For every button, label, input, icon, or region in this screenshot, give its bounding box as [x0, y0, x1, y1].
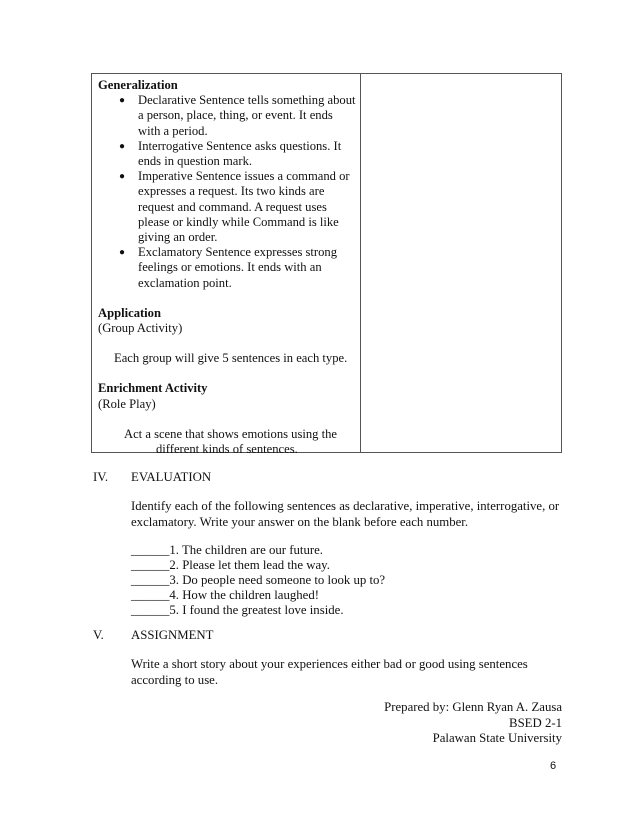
bullet-line: Interrogative Sentence asks questions. It — [138, 138, 342, 153]
bullet-line: ends in question mark. — [138, 154, 253, 169]
enrichment-text-line: different kinds of sentences. — [156, 442, 298, 457]
bullet-line: expresses a request. Its two kinds are — [138, 184, 325, 199]
bullet-line: giving an order. — [138, 230, 218, 245]
bullet-line: Imperative Sentence issues a command or — [138, 169, 350, 184]
bullet-line: Exclamatory Sentence expresses strong — [138, 245, 337, 260]
enrichment-heading: Enrichment Activity — [98, 381, 208, 396]
instruction-line: exclamatory. Write your answer on the blank before each number. — [131, 514, 469, 529]
signature-block — [384, 700, 562, 747]
university-name: Palawan State University — [432, 731, 562, 745]
application-text: Each group will give 5 sentences in each type. — [114, 351, 348, 366]
bullet-icon: ● — [119, 171, 126, 183]
evaluation-items — [131, 543, 561, 618]
bullet-item — [98, 245, 356, 291]
assignment-line: according to use. — [131, 672, 219, 687]
lesson-cell — [98, 78, 356, 457]
lesson-table — [91, 73, 562, 457]
bullet-icon: ● — [119, 140, 126, 152]
prepared-by: Prepared by: Glenn Ryan A. Zausa — [384, 700, 562, 714]
evaluation-item: ______2. Please let them lead the way. — [131, 558, 330, 572]
assignment-line: Write a short story about your experiences either bad or good using sentences — [131, 657, 528, 671]
generalization-list — [98, 93, 356, 291]
bullet-line: a person, place, thing, or event. It ends — [138, 108, 333, 123]
bullet-icon: ● — [119, 247, 126, 259]
bullet-line: exclamation point. — [138, 275, 232, 290]
application-subheading: (Group Activity) — [98, 321, 183, 336]
evaluation-item: ______3. Do people need someone to look up to? — [131, 573, 386, 587]
bullet-line: request and command. A request uses — [138, 199, 327, 214]
course-section: BSED 2-1 — [509, 715, 562, 730]
page-number: 6 — [550, 760, 557, 772]
bullet-item — [98, 93, 356, 139]
bullet-item — [98, 169, 356, 245]
bullet-icon: ● — [119, 95, 126, 107]
bullet-item — [98, 139, 356, 169]
evaluation-item: ______1. The children are our future. — [131, 543, 324, 557]
bullet-line: please or kindly while Command is like — [138, 214, 339, 229]
section-title: ASSIGNMENT — [131, 628, 214, 642]
evaluation-item: ______5. I found the greatest love inside. — [131, 603, 344, 617]
section-title: EVALUATION — [131, 470, 212, 484]
section-number: IV. — [93, 470, 109, 484]
application-heading: Application — [98, 305, 161, 320]
bullet-line: with a period. — [138, 123, 208, 138]
bullet-line: Declarative Sentence tells something about — [138, 93, 356, 108]
generalization-heading: Generalization — [98, 78, 178, 92]
bullet-line: feelings or emotions. It ends with an — [138, 260, 322, 275]
evaluation-item: ______4. How the children laughed! — [131, 588, 319, 602]
evaluation-instructions — [131, 499, 561, 530]
column-divider — [360, 74, 361, 452]
instruction-line: Identify each of the following sentences as declarative, imperative, interrogative, or — [131, 499, 560, 513]
enrichment-subheading: (Role Play) — [98, 396, 156, 411]
enrichment-text-line: Act a scene that shows emotions using the — [124, 426, 338, 441]
assignment-text — [131, 657, 561, 688]
section-number: V. — [93, 628, 104, 642]
